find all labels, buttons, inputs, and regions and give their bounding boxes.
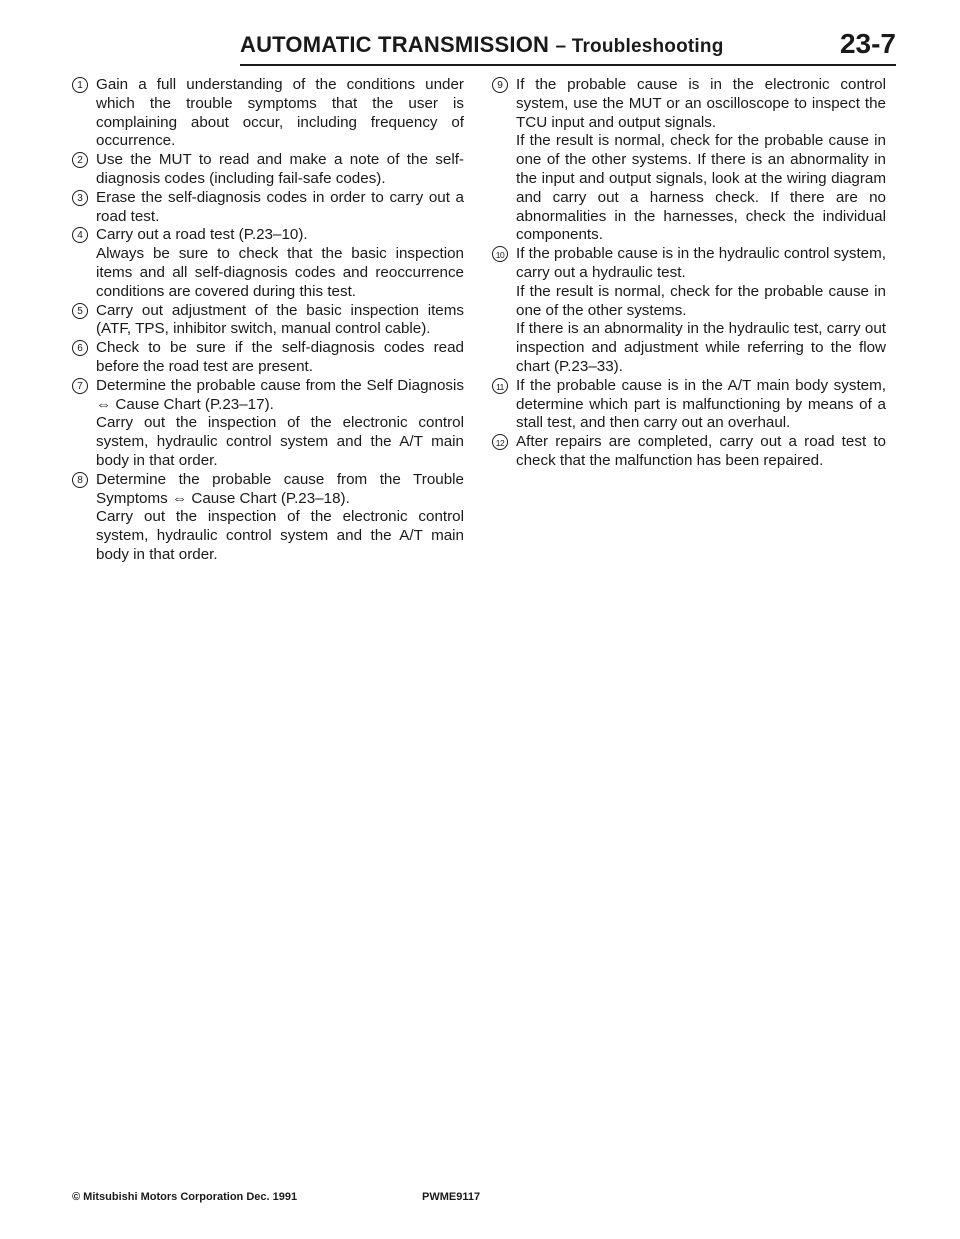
page-header <box>240 28 896 68</box>
step-number-circle: 10 <box>492 246 508 262</box>
step-text: Carry out the inspection of the electronic control system, hydraulic control system and the A/T main body in that order. <box>96 508 464 563</box>
section-title-sub: – Troubleshooting <box>555 36 724 57</box>
step-number-circle: 7 <box>72 378 88 394</box>
step-number-circle: 9 <box>492 77 508 93</box>
step-text: Gain a full understanding of the conditions under which the trouble symptoms that the user is complaining about occur, including frequency of occurrence. <box>96 76 464 150</box>
step-text: Use the MUT to read and make a note of the self-diagnosis codes (including fail-safe codes). <box>96 151 464 187</box>
step-text: Carry out adjustment of the basic inspection items (ATF, TPS, inhibitor switch, manual control cable). <box>96 301 464 338</box>
procedure-step <box>72 76 464 151</box>
procedure-step <box>72 151 464 189</box>
page-number: 23-7 <box>839 28 896 59</box>
step-text: Determine the probable cause from the Self Diagnosis ⇔ Cause Chart (P.23–17). <box>96 376 464 413</box>
step-number-circle: 11 <box>492 378 508 394</box>
procedure-step <box>72 377 464 471</box>
step-text: Always be sure to check that the basic inspection items and all self-diagnosis codes and reoccurrence conditions are covered during this test. <box>96 245 464 300</box>
procedure-step <box>492 76 886 245</box>
procedure-step <box>72 339 464 377</box>
left-column <box>72 76 464 565</box>
procedure-step <box>72 189 464 227</box>
step-number-circle: 5 <box>72 303 88 319</box>
procedure-step <box>72 302 464 340</box>
step-text: Erase the self-diagnosis codes in order to carry out a road test. <box>96 188 464 225</box>
section-title-main: AUTOMATIC TRANSMISSION <box>240 32 550 57</box>
step-number-circle: 2 <box>72 152 88 168</box>
step-number-circle: 1 <box>72 77 88 93</box>
procedure-step <box>72 471 464 565</box>
procedure-step <box>72 226 464 301</box>
procedure-step <box>492 433 886 471</box>
right-column <box>492 76 886 471</box>
step-text: Check to be sure if the self-diagnosis codes read before the road test are present. <box>96 339 464 375</box>
section-title <box>240 32 724 58</box>
step-text: If the probable cause is in the A/T main body system, determine which part is malfunctioning by means of a stall test, and then carry out an overhaul. <box>516 376 886 432</box>
step-number-circle: 3 <box>72 190 88 206</box>
step-text: If the result is normal, check for the probable cause in one of the other systems. <box>516 282 886 319</box>
step-text: Carry out the inspection of the electronic control system, hydraulic control system and the A/T main body in that order. <box>96 414 464 469</box>
step-text: If the result is normal, check for the probable cause in one of the other systems. If there is an abnormality in the input and output signals, look at the wiring diagram and carry out a harness check. If there are no abnormalities in the harnesses, check the individual components. <box>516 132 886 244</box>
step-number-circle: 8 <box>72 472 88 488</box>
step-text: Determine the probable cause from the Trouble Symptoms ⇔ Cause Chart (P.23–18). <box>96 470 464 507</box>
footer-document-code: PWME9117 <box>422 1191 481 1203</box>
step-number-circle: 12 <box>492 434 508 450</box>
procedure-step <box>492 377 886 433</box>
procedure-step <box>492 245 886 377</box>
step-number-circle: 4 <box>72 227 88 243</box>
step-text: If the probable cause is in the hydraulic control system, carry out a hydraulic test. <box>516 245 886 281</box>
step-number-circle: 6 <box>72 340 88 356</box>
step-text: Carry out a road test (P.23–10). <box>96 226 308 244</box>
step-text: If there is an abnormality in the hydraulic test, carry out inspection and adjustment while referring to the flow chart (P.23–33). <box>516 320 886 375</box>
footer-copyright: © Mitsubishi Motors Corporation Dec. 1991 <box>72 1191 298 1203</box>
step-text: If the probable cause is in the electronic control system, use the MUT or an oscilloscope to inspect the TCU input and output signals. <box>516 76 886 131</box>
step-text: After repairs are completed, carry out a road test to check that the malfunction has been repaired. <box>516 433 886 469</box>
header-rule <box>240 64 896 66</box>
